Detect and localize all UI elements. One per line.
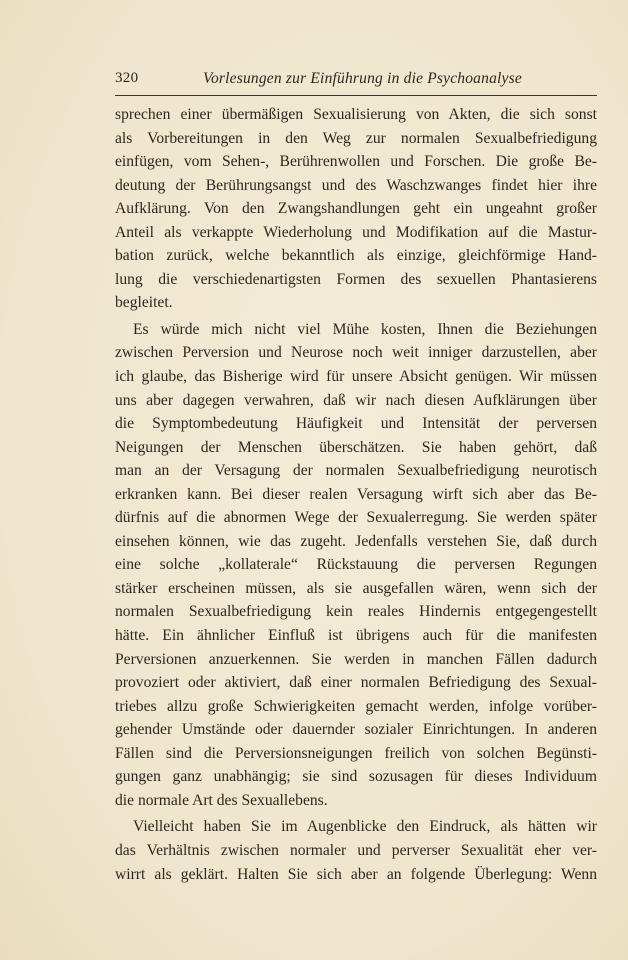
text-line: eine solche „kollaterale“ Rückstauung die perversen Regungen xyxy=(115,556,597,574)
text-line: normalen Sexualbefriedigung kein reales Hindernis entgegengestellt xyxy=(115,603,597,621)
text-line: Neigungen der Menschen überschätzen. Sie haben gehört, daß xyxy=(115,438,597,456)
text-line: dürfnis auf die abnormen Wege der Sexualerregung. Sie werden später xyxy=(115,509,597,527)
text-line: man an der Versagung der normalen Sexualbefriedigung neurotisch xyxy=(115,462,597,480)
text-line: uns aber dagegen verwahren, daß wir nach diesen Aufklärungen über xyxy=(115,391,597,409)
text-line: hätte. Ein ähnlicher Einfluß ist übrigens auch für die manifesten xyxy=(115,627,597,645)
text-line: Aufklärung. Von den Zwangshandlungen geht ein ungeahnt großer xyxy=(115,200,597,218)
text-line: die Symptombedeutung Häufigkeit und Intensität der perversen xyxy=(115,415,597,433)
page-header xyxy=(115,70,597,92)
text-line: gungen ganz unabhängig; sie sind sozusagen für dieses Individuum xyxy=(115,768,597,786)
text-line: lung die verschiedenartigsten Formen des sexuellen Phantasierens xyxy=(115,270,597,288)
header-rule xyxy=(115,95,597,96)
text-line: als Vorbereitungen in den Weg zur normalen Sexualbefriedigung xyxy=(115,129,597,147)
text-line: einsehen können, wie das zugeht. Jedenfalls verstehen Sie, daß durch xyxy=(115,532,597,550)
text-line: zwischen Perversion und Neurose noch weit inniger darzustellen, aber xyxy=(115,344,597,362)
text-line: einfügen, vom Sehen-, Berührenwollen und Forschen. Die große Be- xyxy=(115,153,597,171)
body-text xyxy=(115,103,597,886)
text-line: bation zurück, welche bekanntlich als einzige, gleichförmige Hand- xyxy=(115,247,597,265)
paragraph xyxy=(115,103,597,315)
text-line: sprechen einer übermäßigen Sexualisierung von Akten, die sich sonst xyxy=(115,106,597,123)
text-line: Vielleicht haben Sie im Augenblicke den Eindruck, als hätten wir xyxy=(133,818,597,836)
page-number: 320 xyxy=(115,70,139,86)
text-line: stärker erscheinen müssen, als sie ausgefallen wären, wenn sich der xyxy=(115,579,597,597)
text-line: Es würde mich nicht viel Mühe kosten, Ihnen die Beziehungen xyxy=(133,320,597,338)
running-title: Vorlesungen zur Einführung in die Psychoanalyse xyxy=(203,70,522,87)
text-line: die normale Art des Sexuallebens. xyxy=(115,791,328,809)
text-line: gehender Umstände oder dauernder sozialer Einrichtungen. In anderen xyxy=(115,721,597,739)
text-line: das Verhältnis zwischen normaler und perverser Sexualität eher ver- xyxy=(115,841,597,859)
paragraph xyxy=(115,815,597,886)
text-line: ich glaube, das Bisherige wird für unsere Absicht genügen. Wir müssen xyxy=(115,368,597,386)
text-line: Fällen sind die Perversionsneigungen freilich von solchen Begünsti- xyxy=(115,744,597,762)
text-line: provoziert oder aktiviert, daß einer normalen Befriedigung des Sexual- xyxy=(115,674,597,692)
text-line: triebes allzu große Schwierigkeiten gemacht werden, infolge vorüber- xyxy=(115,697,597,715)
text-line: Perversionen anzuerkennen. Sie werden in manchen Fällen dadurch xyxy=(115,650,597,668)
text-line: deutung der Berührungsangst und des Waschzwanges findet hier ihre xyxy=(115,176,597,194)
text-line: erkranken kann. Bei dieser realen Versagung wirft sich aber das Be- xyxy=(115,485,597,503)
text-line: Anteil als verkappte Wiederholung und Modifikation auf die Mastur- xyxy=(115,223,597,241)
text-line: wirrt als geklärt. Halten Sie sich aber an folgende Überlegung: Wenn xyxy=(115,865,597,883)
text-line: begleitet. xyxy=(115,294,173,312)
paragraph xyxy=(115,318,597,812)
